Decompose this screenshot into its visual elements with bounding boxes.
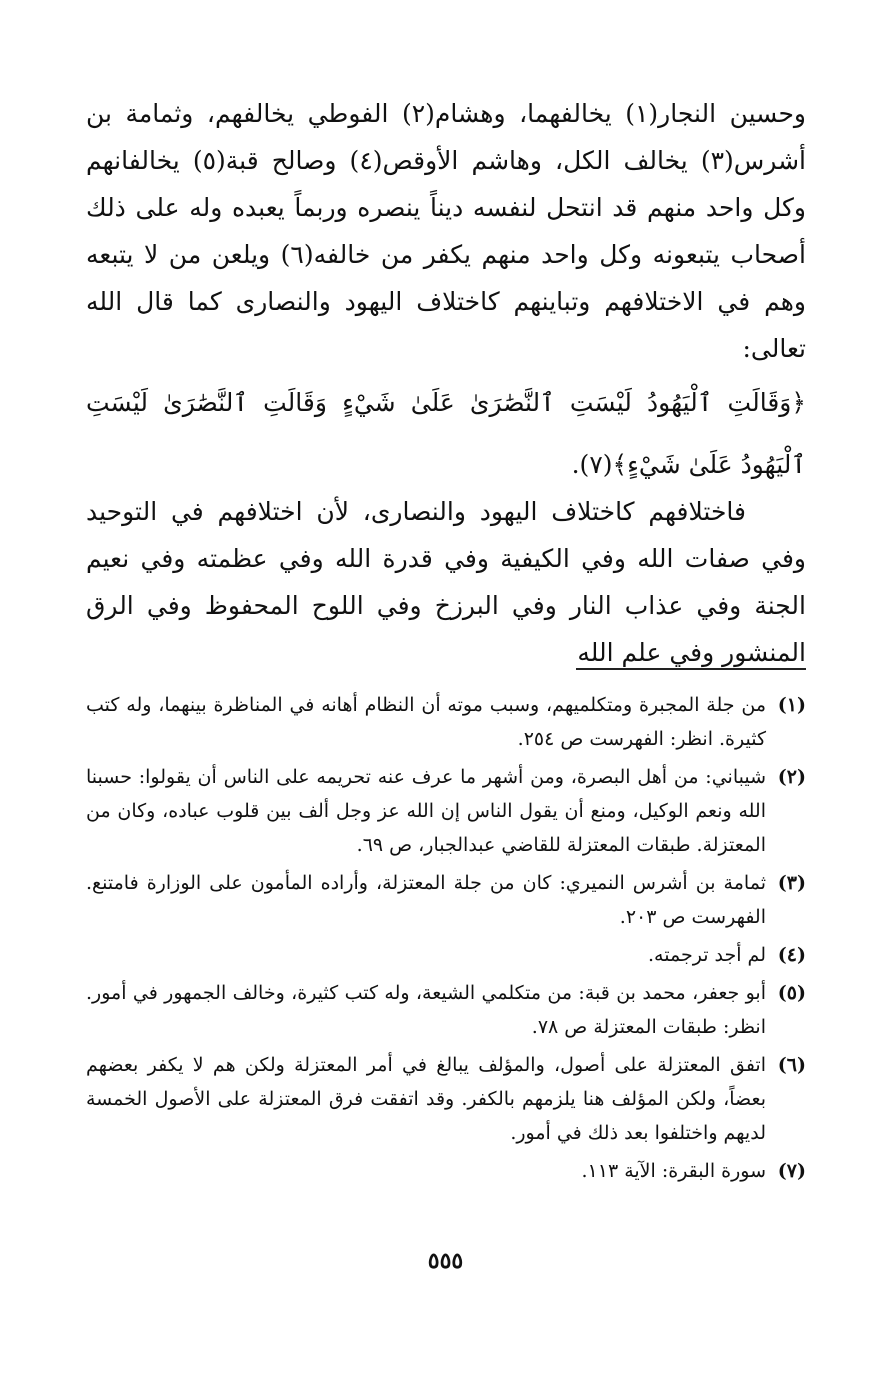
second-paragraph-block [86, 488, 806, 676]
footnote-text: سورة البقرة: الآية ١١٣. [581, 1160, 766, 1182]
footnote [86, 1154, 806, 1188]
footnote-number: (٥) [777, 982, 806, 1004]
footnote [86, 976, 806, 1044]
verse-text: ﴿وَقَالَتِ ٱلْيَهُودُ لَيْسَتِ ٱلنَّصَٰرَىٰ عَلَىٰ شَيْءٍ وَقَالَتِ ٱلنَّصَٰرَىٰ لَيْسَتِ ٱلْيَهُودُ عَلَىٰ شَيْءٍ﴾(٧). [86, 388, 806, 479]
footnote-number: (٦) [777, 1054, 806, 1076]
footnote [86, 760, 806, 862]
footnotes [86, 688, 806, 1192]
footnote [86, 1048, 806, 1150]
footnote-text: من جلة المجبرة ومتكلميهم، وسبب موته أن النظام أهانه في المناظرة بينهما، وله كتب كثيرة. انظر: الفهرست ص ٢٥٤. [86, 694, 766, 750]
footnote [86, 938, 806, 972]
main-text [86, 90, 806, 372]
footnote [86, 866, 806, 934]
footnote-number: (٧) [777, 1160, 806, 1182]
footnote [86, 688, 806, 756]
footnote-text: شيباني: من أهل البصرة، ومن أشهر ما عرف عنه تحريمه على الناس أن يقولوا: حسبنا الله ونعم الوكيل، ومنع أن يقول الناس إن الله عز وجل ألف بين قلوب عباده، وكان من المعتزلة. طبقات المعتزلة للقاضي عبدالجبار، ص ٦٩. [86, 766, 766, 856]
footnote-text: اتفق المعتزلة على أصول، والمؤلف يبالغ في أمر المعتزلة ولكن هم لا يكفر بعضهم بعضاً، ولكن المؤلف هنا يلزمهم بالكفر. وقد اتفقت فرق المعتزلة على الأصول الخمسة لديهم واختلفوا بعد ذلك في أمور. [86, 1054, 767, 1144]
footnote-number: (٢) [777, 766, 806, 788]
footnote-text: لم أجد ترجمته. [648, 944, 766, 966]
footnote-number: (٣) [777, 872, 806, 894]
footnote-separator [576, 668, 806, 670]
page-number: ٥٥٥ [427, 1248, 464, 1274]
quran-verse [86, 372, 806, 496]
second-paragraph: فاختلافهم كاختلاف اليهود والنصارى، لأن اختلافهم في التوحيد وفي صفات الله وفي الكيفية وفي قدرة الله وفي عظمته وفي نعيم الجنة وفي عذاب النار وفي البرزخ وفي اللوح المحفوظ وفي الرق المنشور وفي علم الله [86, 497, 806, 667]
footnote-text: أبو جعفر، محمد بن قبة: من متكلمي الشيعة، وله كتب كثيرة، وخالف الجمهور في أمور. انظر: طبقات المعتزلة ص ٧٨. [86, 982, 766, 1038]
footnote-text: ثمامة بن أشرس النميري: كان من جلة المعتزلة، وأراده المأمون على الوزارة فامتنع. الفهرست ص ٢٠٣. [86, 872, 766, 928]
footnote-number: (١) [777, 694, 806, 716]
footnote-number: (٤) [777, 944, 806, 966]
body-paragraph: وحسين النجار(١) يخالفهما، وهشام(٢) الفوطي يخالفهم، وثمامة بن أشرس(٣) يخالف الكل، وهاشم الأوقص(٤) وصالح قبة(٥) يخالفانهم وكل واحد منهم قد انتحل لنفسه ديناً ينصره وربماً يعبده وله على ذلك أصحاب يتبعونه وكل واحد منهم يكفر من خالفه(٦) ويلعن من لا يتبعه وهم في الاختلافهم وتباينهم كاختلاف اليهود والنصارى كما قال الله تعالى: [86, 99, 806, 363]
